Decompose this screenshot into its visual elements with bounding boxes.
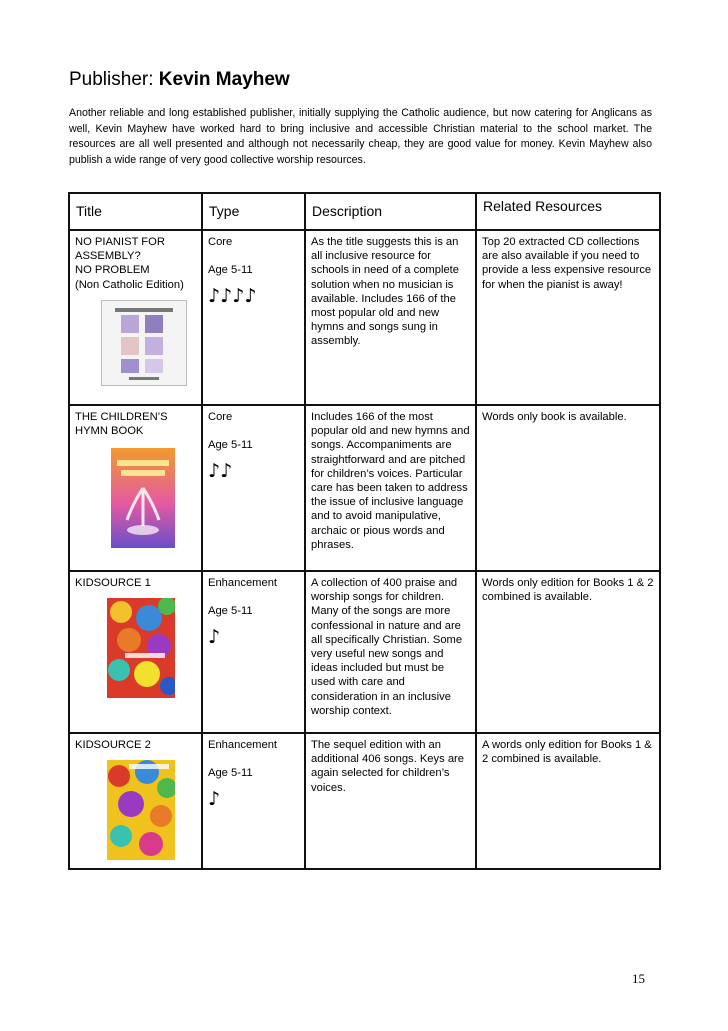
- table-row: [69, 571, 660, 733]
- age-range: Age 5-11: [208, 767, 253, 780]
- related-resources-cell: A words only edition for Books 1 & 2 combined is available.: [476, 733, 660, 869]
- type-label: Core: [208, 236, 233, 248]
- title-line: KIDSOURCE 1: [75, 577, 151, 589]
- title-line: NO PIANIST FOR: [75, 236, 165, 248]
- type-cell: [202, 571, 305, 733]
- table-row: [69, 230, 660, 405]
- title-cell: [69, 230, 202, 405]
- publisher-name: Kevin Mayhew: [158, 69, 290, 90]
- music-note-rating-icon: ♪♪: [208, 460, 233, 483]
- title-line: NO PROBLEM: [75, 264, 150, 277]
- related-resources-cell: Words only edition for Books 1 & 2 combined is available.: [476, 571, 660, 733]
- header-title: Title: [69, 193, 202, 230]
- music-note-rating-icon: ♪♪♪♪: [208, 285, 257, 308]
- related-resources-cell: Words only book is available.: [476, 405, 660, 571]
- header-related-resources: Related Resources: [476, 193, 660, 230]
- resources-table: [68, 192, 661, 870]
- age-range: Age 5-11: [208, 605, 253, 618]
- type-label: Enhancement: [208, 577, 278, 589]
- music-note-rating-icon: ♪: [208, 788, 221, 811]
- description-cell: As the title suggests this is an all inclusive resource for schools in need of a complete solution when no musician is available. Includes 166 of the most popular old and new hymns and songs sung in assembly.: [305, 230, 476, 405]
- title-line: HYMN BOOK: [75, 425, 144, 438]
- title-line: KIDSOURCE 2: [75, 739, 151, 751]
- book-cover-image: [111, 448, 175, 548]
- type-cell: [202, 733, 305, 869]
- title-line: THE CHILDREN’S: [75, 411, 168, 423]
- heading-prefix: Publisher:: [69, 69, 159, 90]
- header-type: Type: [202, 193, 305, 230]
- table-row: [69, 405, 660, 571]
- type-label: Enhancement: [208, 739, 278, 751]
- page-heading: [69, 68, 290, 92]
- related-resources-cell: Top 20 extracted CD collections are also available if you need to provide a less expensive resource for when the pianist is away!: [476, 230, 660, 405]
- type-cell: [202, 405, 305, 571]
- description-cell: A collection of 400 praise and worship songs for children. Many of the songs are more confessional in nature and are all specifically Christian. Some very useful new songs and ideas included but must be used with care and consideration in an inclusive worship context.: [305, 571, 476, 733]
- type-label: Core: [208, 411, 233, 423]
- type-cell: [202, 230, 305, 405]
- book-cover-image: [107, 598, 175, 698]
- description-cell: Includes 166 of the most popular old and new hymns and songs. Accompaniments are straightforward and are pitched for children’s voices. Particular care has been taken to address the issue of inclusive language and to avoid manipulative, archaic or pious words and phrases.: [305, 405, 476, 571]
- book-cover-image: [107, 760, 175, 860]
- page-number: 15: [632, 971, 645, 986]
- book-cover-image: [101, 300, 187, 386]
- description-cell: The sequel edition with an additional 406 songs. Keys are again selected for children’s voices.: [305, 733, 476, 869]
- title-cell: [69, 733, 202, 869]
- intro-paragraph: Another reliable and long established publisher, initially supplying the Catholic audience, but now catering for Anglicans as well, Kevin Mayhew have worked hard to bring inclusive and accessible Christian material to the school market. The resources are all well presented and although not necessarily cheap, they are good value for money. Kevin Mayhew also publish a wide range of very good collective worship resources.: [69, 107, 652, 166]
- header-description: Description: [305, 193, 476, 230]
- title-line: (Non Catholic Edition): [75, 278, 184, 291]
- title-line: ASSEMBLY?: [75, 250, 141, 263]
- age-range: Age 5-11: [208, 439, 253, 452]
- table-row: [69, 733, 660, 869]
- title-cell: [69, 571, 202, 733]
- age-range: Age 5-11: [208, 264, 253, 277]
- music-note-rating-icon: ♪: [208, 626, 221, 649]
- title-cell: [69, 405, 202, 571]
